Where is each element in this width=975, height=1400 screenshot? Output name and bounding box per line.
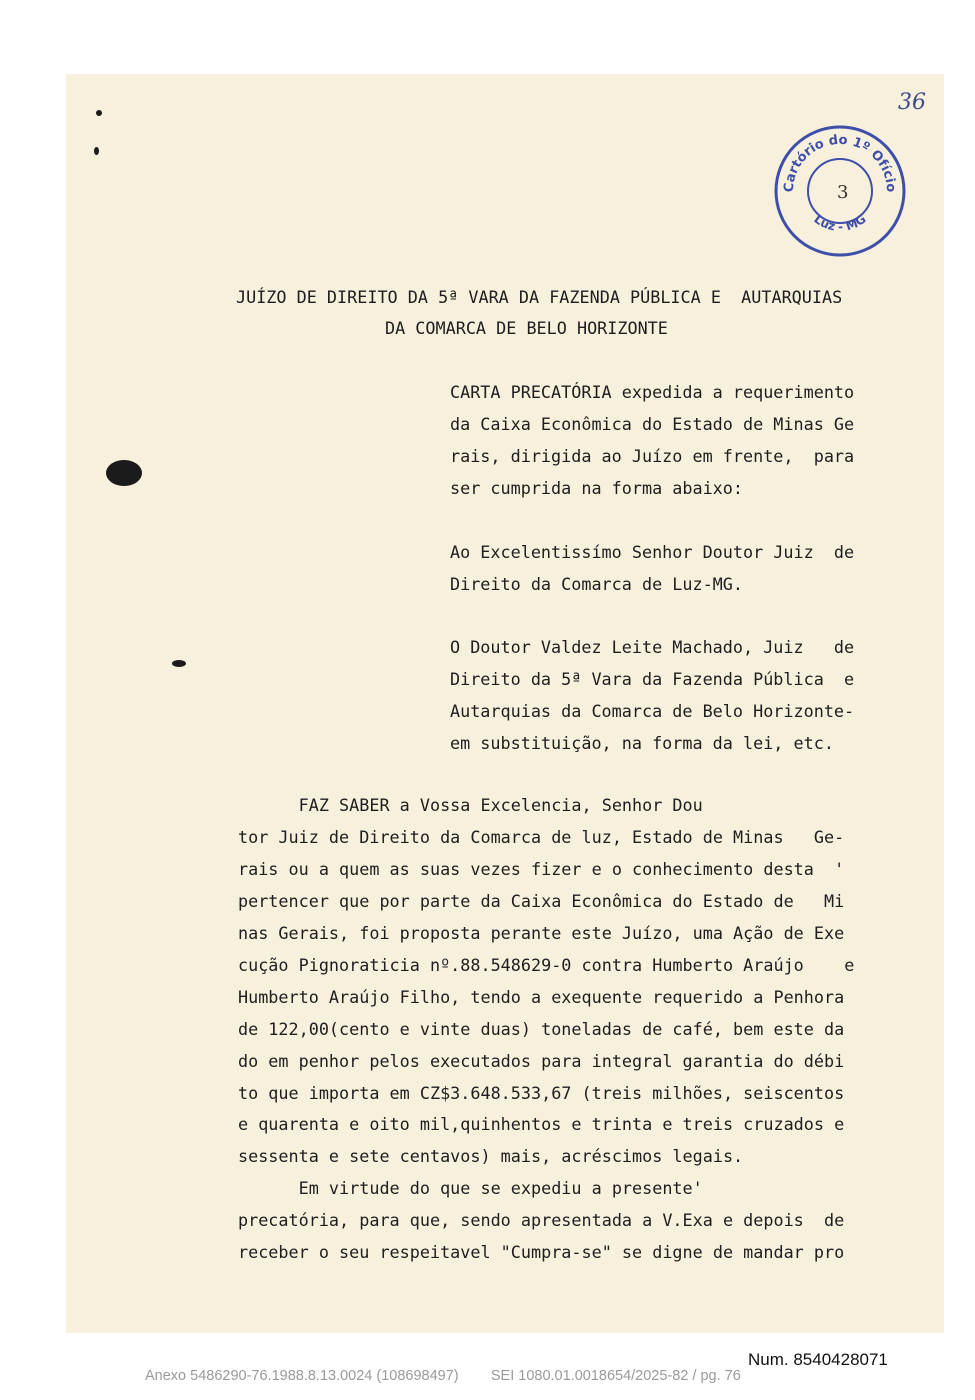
ink-speck xyxy=(172,660,186,667)
handwritten-page-number: 36 xyxy=(898,90,926,115)
body-line-5: nas Gerais, foi proposta perante este Juízo, uma Ação de Exe xyxy=(238,923,845,943)
judge-line-2: Direito da 5ª Vara da Fazenda Pública e xyxy=(450,669,855,689)
stamp-ring-text: Cartório do 1º Ofício xyxy=(781,132,899,193)
body-line-10: to que importa em CZ$3.648.533,67 (treis milhões, seiscentos xyxy=(238,1083,845,1103)
body-line-9: do em penhor pelos executados para integral garantia do débi xyxy=(238,1051,845,1071)
stamp-center-number: 3 xyxy=(837,182,849,203)
body-line-11: e quarenta e oito mil,quinhentos e trinta e treis cruzados e xyxy=(238,1114,845,1134)
judge-line-3: Autarquias da Comarca de Belo Horizonte- xyxy=(450,701,855,721)
body-line-7: Humberto Araújo Filho, tendo a exequente requerido a Penhora xyxy=(238,987,845,1007)
body-line-2: tor Juiz de Direito da Comarca de luz, Estado de Minas Ge- xyxy=(238,827,845,847)
footer-metadata: Anexo 5486290-76.1988.8.13.0024 (108698497) SEI 1080.01.0018654/2025-82 / pg. 76 xyxy=(145,1368,741,1384)
header-line-2: DA COMARCA DE BELO HORIZONTE xyxy=(385,318,668,338)
ink-speck xyxy=(94,147,99,155)
body-line-4: pertencer que por parte da Caixa Econômica do Estado de Mi xyxy=(238,891,845,911)
body-line-13: Em virtude do que se expediu a presente' xyxy=(238,1178,703,1198)
body-line-8: de 122,00(cento e vinte duas) toneladas de café, bem este da xyxy=(238,1019,845,1039)
body-line-6: cução Pignoraticia nº.88.548629-0 contra Humberto Araújo e xyxy=(238,955,855,975)
judge-line-4: em substituição, na forma da lei, etc. xyxy=(450,733,834,753)
judge-line-1: O Doutor Valdez Leite Machado, Juiz de xyxy=(450,637,855,657)
stamp-city-text: Luz - MG xyxy=(811,211,869,234)
ink-blot xyxy=(106,460,142,486)
ink-speck xyxy=(96,110,102,116)
body-line-15: receber o seu respeitavel "Cumpra-se" se digne de mandar pro xyxy=(238,1242,845,1262)
document-number: Num. 8540428071 xyxy=(748,1350,888,1369)
addressee-line-1: Ao Excelentissímo Senhor Doutor Juiz de xyxy=(450,542,855,562)
body-line-14: precatória, para que, sendo apresentada a V.Exa e depois de xyxy=(238,1210,845,1230)
summary-line-2: da Caixa Econômica do Estado de Minas Ge xyxy=(450,414,855,434)
body-line-3: rais ou a quem as suas vezes fizer e o conhecimento desta ' xyxy=(238,859,845,879)
summary-line-3: rais, dirigida ao Juízo em frente, para xyxy=(450,446,855,466)
addressee-line-2: Direito da Comarca de Luz-MG. xyxy=(450,574,743,594)
summary-line-4: ser cumprida na forma abaixo: xyxy=(450,478,743,498)
header-line-1: JUÍZO DE DIREITO DA 5ª VARA DA FAZENDA PÚBLICA E AUTARQUIAS xyxy=(236,287,843,307)
registry-stamp xyxy=(773,124,907,258)
summary-line-1: CARTA PRECATÓRIA expedida a requerimento xyxy=(450,382,855,402)
body-line-12: sessenta e sete centavos) mais, acréscimos legais. xyxy=(238,1146,744,1166)
body-line-1: FAZ SABER a Vossa Excelencia, Senhor Dou xyxy=(238,795,703,815)
